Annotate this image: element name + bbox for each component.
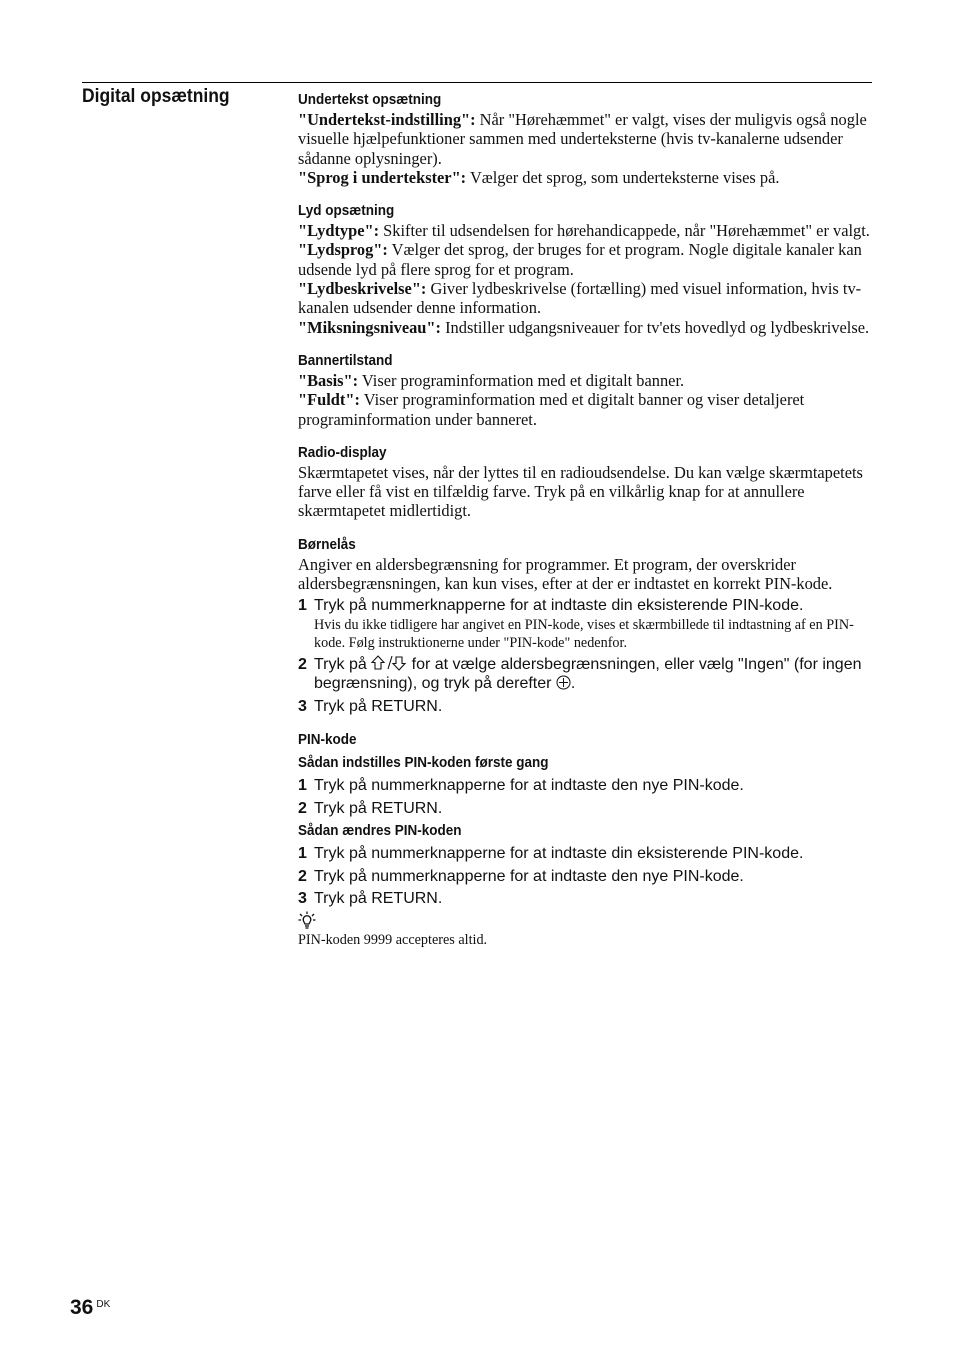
subheading-change-pin: Sådan ændres PIN-koden bbox=[298, 822, 462, 840]
step-text: Tryk på RETURN. bbox=[314, 890, 443, 908]
term-label: "Miksningsniveau": bbox=[298, 317, 441, 337]
step-number: 1 bbox=[298, 597, 307, 615]
term-text: Vælger det sprog, som underteksterne vises på. bbox=[466, 167, 780, 187]
tip-text: PIN-koden 9999 accepteres altid. bbox=[298, 931, 488, 948]
section-title: Digital opsætning bbox=[82, 86, 230, 107]
paragraph bbox=[298, 371, 872, 390]
step-item bbox=[298, 867, 872, 887]
term-text: Giver lydbeskrivelse (fortælling) med visuel information, hvis tv-kanalen udsender denne information. bbox=[298, 279, 862, 318]
step-text: Tryk på RETURN. bbox=[314, 697, 443, 715]
term-text: Indstiller udgangsniveauer for tv'ets hovedlyd og lydbeskrivelse. bbox=[441, 317, 870, 337]
term-text: Skifter til udsendelsen for hørehandicappede, når "Hørehæmmet" er valgt. bbox=[379, 221, 870, 241]
step-item bbox=[298, 697, 872, 717]
main-content bbox=[298, 90, 872, 949]
header-rule bbox=[82, 82, 872, 83]
language-code: DK bbox=[96, 1299, 111, 1310]
lightbulb-tip-icon bbox=[298, 911, 316, 931]
term-label: "Lydbeskrivelse": bbox=[298, 279, 427, 299]
subheading-set-pin: Sådan indstilles PIN-koden første gang bbox=[298, 754, 549, 772]
step-number: 2 bbox=[298, 867, 307, 885]
step-text: for at vælge aldersbegrænsningen, eller vælg "Ingen" (for ingen begrænsning), og tryk på derefter bbox=[314, 655, 862, 693]
term-label: "Fuldt": bbox=[298, 390, 360, 410]
enter-button-icon bbox=[556, 675, 571, 690]
step-item bbox=[298, 799, 872, 819]
step-text: Tryk på nummerknapperne for at indtaste din eksisterende PIN-kode. bbox=[314, 597, 804, 615]
paragraph bbox=[298, 318, 872, 337]
heading-pin-code: PIN-kode bbox=[298, 731, 357, 749]
term-text: Vælger det sprog, der bruges for et program. Nogle digitale kanaler kan udsende lyd på flere sprog for et program. bbox=[298, 240, 862, 279]
term-label: "Lydsprog": bbox=[298, 240, 388, 260]
step-item bbox=[298, 889, 872, 909]
step-text: Tryk på nummerknapperne for at indtaste den nye PIN-kode. bbox=[314, 867, 744, 885]
step-text: . bbox=[570, 675, 576, 693]
step-item bbox=[298, 776, 872, 796]
step-number: 1 bbox=[298, 845, 307, 863]
step-text: Tryk på nummerknapperne for at indtaste din eksisterende PIN-kode. bbox=[314, 845, 804, 863]
term-text: Når "Hørehæmmet" er valgt, vises der muligvis også nogle visuelle hjælpefunktioner sammen med underteksterne (hvis tv-kanalerne udsender sådanne oplysninger). bbox=[298, 110, 867, 168]
paragraph bbox=[298, 390, 872, 429]
paragraph bbox=[298, 240, 872, 279]
step-item bbox=[298, 844, 872, 864]
step-item bbox=[298, 596, 872, 616]
step-number: 2 bbox=[298, 799, 307, 817]
step-text: Tryk på nummerknapperne for at indtaste den nye PIN-kode. bbox=[314, 777, 744, 795]
paragraph bbox=[298, 168, 872, 187]
term-label: "Sprog i undertekster": bbox=[298, 167, 467, 187]
heading-audio-setup: Lyd opsætning bbox=[298, 202, 395, 220]
step-text: Tryk på bbox=[314, 655, 372, 673]
step-note: Hvis du ikke tidligere har angivet en PIN-kode, vises et skærmbillede til indtastning af en PIN-kode. Følg instruktionerne under "PIN-kode" nedenfor. bbox=[314, 616, 854, 651]
page-footer bbox=[70, 1296, 110, 1320]
page-number: 36 bbox=[70, 1296, 94, 1319]
heading-parental-lock: Børnelås bbox=[298, 535, 356, 553]
paragraph bbox=[298, 110, 872, 168]
step-number: 1 bbox=[298, 777, 307, 795]
step-number: 3 bbox=[298, 890, 307, 908]
term-text: Viser programinformation med et digitalt banner og viser detaljeret programinformation under banneret. bbox=[298, 390, 805, 429]
heading-banner-mode: Bannertilstand bbox=[298, 351, 393, 369]
paragraph bbox=[298, 221, 872, 240]
term-label: "Undertekst-indstilling": bbox=[298, 110, 476, 129]
step-item bbox=[298, 655, 872, 694]
step-number: 2 bbox=[298, 655, 307, 673]
step-number: 3 bbox=[298, 697, 307, 715]
paragraph bbox=[298, 279, 872, 318]
term-label: "Basis": bbox=[298, 370, 359, 390]
paragraph: Skærmtapetet vises, når der lyttes til en radioudsendelse. Du kan vælge skærmtapetets farve eller få vist en tilfældig farve. Tryk på en vilkårlig knap for at annullere skærmtapetet midlertidigt. bbox=[298, 462, 863, 521]
term-label: "Lydtype": bbox=[298, 221, 380, 241]
heading-radio-display: Radio-display bbox=[298, 443, 387, 461]
step-text: Tryk på RETURN. bbox=[314, 799, 443, 817]
paragraph: Angiver en aldersbegrænsning for programmer. Et program, der overskrider aldersbegrænsningen, kan kun vises, efter at der er indtastet en korrekt PIN-kode. bbox=[298, 554, 833, 594]
term-text: Viser programinformation med et digitalt banner. bbox=[358, 370, 685, 390]
up-down-arrow-icon bbox=[371, 655, 407, 671]
heading-subtitle-setup: Undertekst opsætning bbox=[298, 91, 442, 108]
